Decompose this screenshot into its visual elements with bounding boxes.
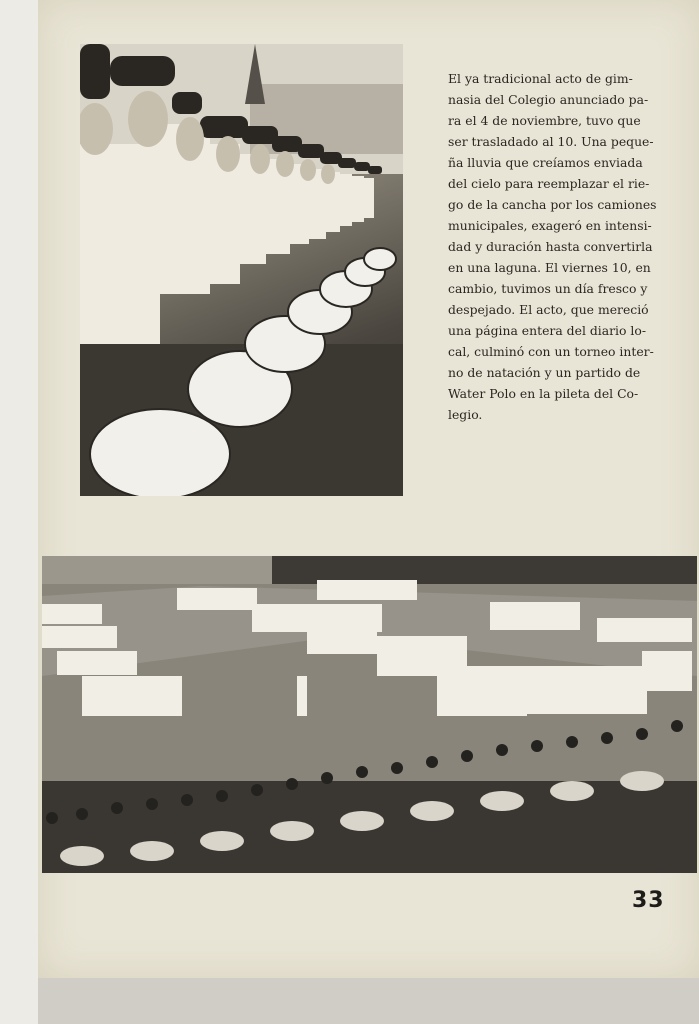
article-text: El ya tradicional acto de gim- nasia del Colegio anunciado pa- ra el 4 de noviembre, tuvo que ser trasladado al 10. Una peque- ña lluvia que creíamos enviada del cielo para reemplazar el rie- go de la cancha por los camiones municipales, exageró en intensi- dad y duración hasta convertirla en una laguna. El viernes 10, en cambio, tuvimos un día fresco y despejado. El acto, que mereció una página entera del diario lo- cal, culminó con un torneo inter- no de natación y un partido de Water Polo en la pileta del Co- legio. [448, 71, 657, 422]
photo-drummers-row [80, 44, 403, 496]
field-photo-graphic [42, 556, 697, 873]
drummers-photo-graphic [80, 44, 403, 496]
scan-margin-bottom [38, 978, 699, 1024]
scan-margin-left [0, 0, 38, 1024]
photo-field-formation [42, 556, 697, 873]
page-number: 33 [632, 888, 665, 913]
